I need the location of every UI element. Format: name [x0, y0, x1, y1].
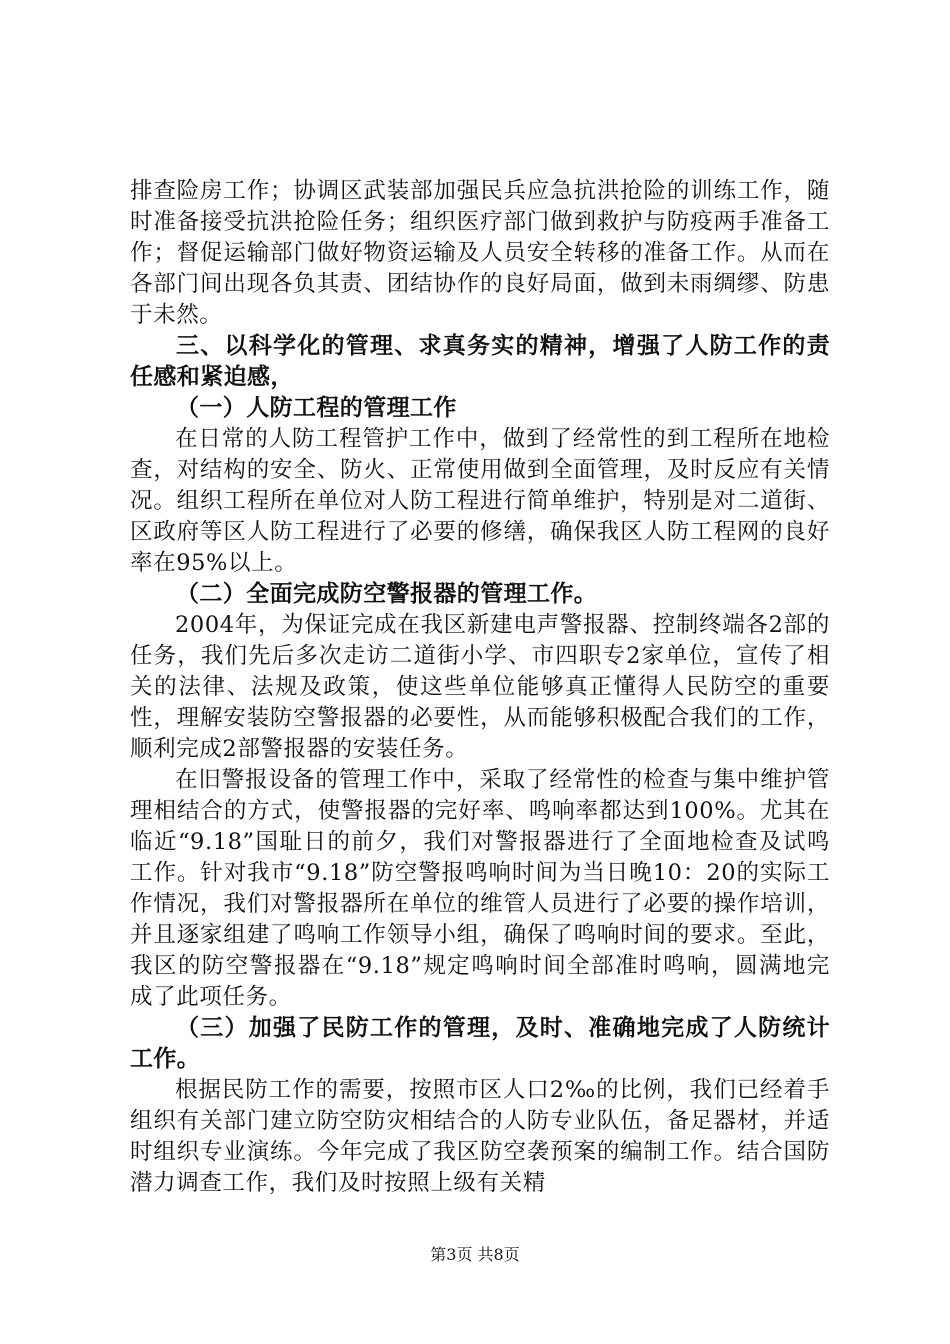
body-paragraph: 在日常的人防工程管护工作中，做到了经常性的到工程所在地检查，对结构的安全、防火、正常使用做到全面管理，及时反应有关情况。组织工程所在单位对人防工程进行简单维护，特别是对二道街、区政府等区人防工程进行了必要的修缮，确保我区人防工程网的良好率在95%以上。 [130, 426, 830, 576]
subsection-heading: （二）全面完成防空警报器的管理工作。 [176, 581, 598, 607]
body-paragraph: 排查险房工作；协调区武装部加强民兵应急抗洪抢险的训练工作，随时准备接受抗洪抢险任务；组织医疗部门做到救护与防疫两手准备工作；督促运输部门做好物资运输及人员安全转移的准备工作。从而在各部门间出现各负其责、团结协作的良好局面，做到未雨绸缪、防患于未然。 [130, 178, 830, 328]
body-paragraph: 根据民防工作的需要，按照市区人口2‰的比例，我们已经着手组织有关部门建立防空防灾相结合的人防专业队伍，备足器材，并适时组织专业演练。今年完成了我区防空袭预案的编制工作。结合国防潜力调查工作，我们及时按照上级有关精 [130, 1077, 830, 1196]
subsection-heading: （三）加强了民防工作的管理，及时、准确地完成了人防统计工作。 [130, 1015, 830, 1072]
document-body [130, 176, 830, 1199]
section-heading: 三、以科学化的管理、求真务实的精神，增强了人防工作的责任感和紧迫感， [130, 333, 830, 390]
body-paragraph: 在旧警报设备的管理工作中，采取了经常性的检查与集中维护管理相结合的方式，使警报器的完好率、鸣响率都达到100%。尤其在临近“9.18”国耻日的前夕，我们对警报器进行了全面地检查及试鸣工作。针对我市“9.18”防空警报鸣响时间为当日晚10：20的实际工作情况，我们对警报器所在单位的维管人员进行了必要的操作培训，并且逐家组建了鸣响工作领导小组，确保了鸣响时间的要求。至此，我区的防空警报器在“9.18”规定鸣响时间全部准时鸣响，圆满地完成了此项任务。 [130, 767, 830, 1010]
body-paragraph: 2004年，为保证完成在我区新建电声警报器、控制终端各2部的任务，我们先后多次走访二道街小学、市四职专2家单位，宣传了相关的法律、法规及政策，使这些单位能够真正懂得人民防空的重要性，理解安装防空警报器的必要性，从而能够积极配合我们的工作，顺利完成2部警报器的安装任务。 [130, 612, 830, 762]
subsection-heading: （一）人防工程的管理工作 [176, 395, 457, 421]
page-number-footer: 第3页 共8页 [430, 1245, 520, 1264]
